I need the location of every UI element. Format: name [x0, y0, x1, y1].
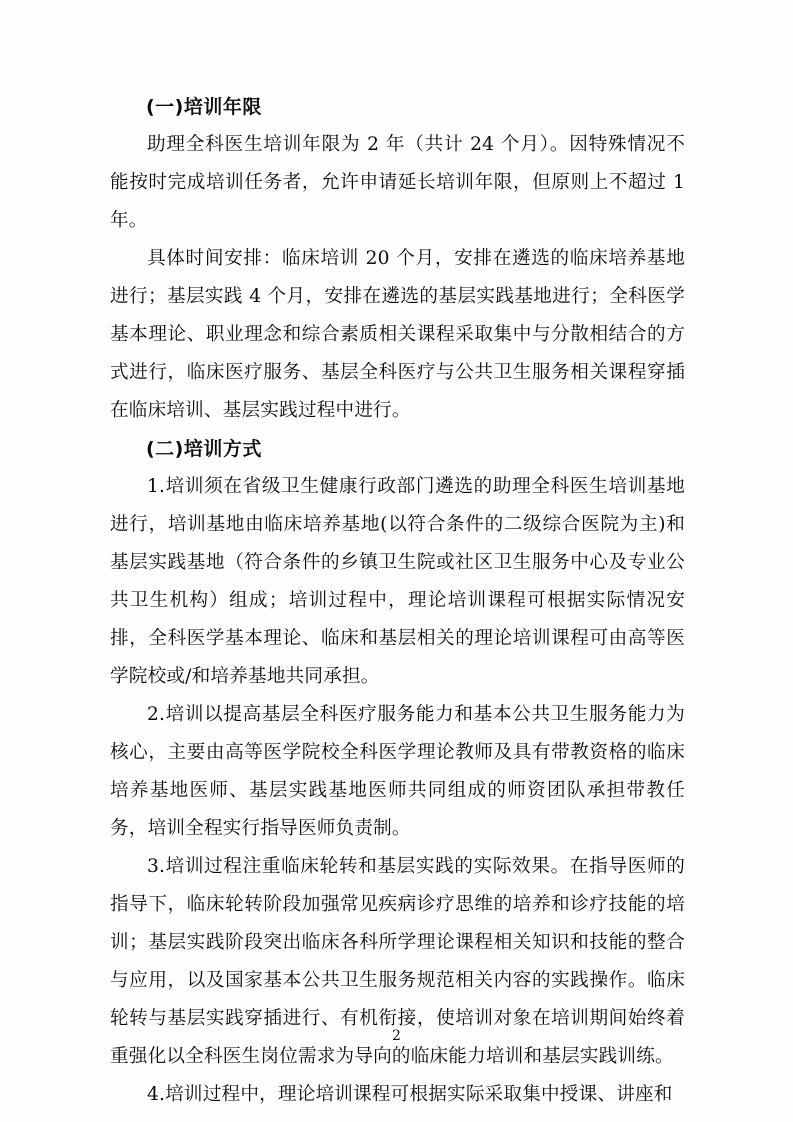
paragraph-method-3: 3.培训过程注重临床轮转和基层实践的实际效果。在指导医师的指导下，临床轮转阶段加强常见疾病诊疗思维的培养和诊疗技能的培训；基层实践阶段突出临床各科所学理论课程相关知识和技能的整合与应用，以及国家基本公共卫生服务规范相关内容的实践操作。临床轮转与基层实践穿插进行、有机衔接，使培训对象在培训期间始终着重强化以全科医生岗位需求为导向的临床能力培训和基层实践训练。 — [110, 856, 685, 1067]
section-heading-training-method: (二)培训方式 — [146, 438, 262, 460]
page-number: 2 — [392, 1028, 401, 1044]
paragraph-method-2: 2.培训以提高基层全科医疗服务能力和基本公共卫生服务能力为核心，主要由高等医学院校全科医学理论教师及具有带教资格的临床培养基地医师、基层实践基地医师共同组成的师资团队承担带教任务，培训全程实行指导医师负责制。 — [110, 704, 685, 839]
paragraph-duration-2: 具体时间安排：临床培训 20 个月，安排在遴选的临床培养基地进行；基层实践 4 个月，安排在遴选的基层实践基地进行；全科医学基本理论、职业理念和综合素质相关课程采取集中与分散相结合的方式进行，临床医疗服务、基层全科医疗与公共卫生服务相关课程穿插在临床培训、基层实践过程中进行。 — [110, 248, 685, 421]
paragraph-duration-1: 助理全科医生培训年限为 2 年（共计 24 个月）。因特殊情况不能按时完成培训任务者，允许申请延长培训年限，但原则上不超过 1 年。 — [110, 134, 685, 231]
document-body — [110, 88, 685, 1114]
section-heading-training-duration: (一)培训年限 — [146, 96, 262, 118]
paragraph-method-4: 4.培训过程中，理论培训课程可根据实际采取集中授课、讲座和 — [147, 1084, 673, 1105]
paragraph-method-1: 1.培训须在省级卫生健康行政部门遴选的助理全科医生培训基地进行，培训基地由临床培养基地(以符合条件的二级综合医院为主)和基层实践基地（符合条件的乡镇卫生院或社区卫生服务中心及专业公共卫生机构）组成；培训过程中，理论培训课程可根据实际情况安排，全科医学基本理论、临床和基层相关的理论培训课程可由高等医学院校或/和培养基地共同承担。 — [110, 476, 685, 687]
